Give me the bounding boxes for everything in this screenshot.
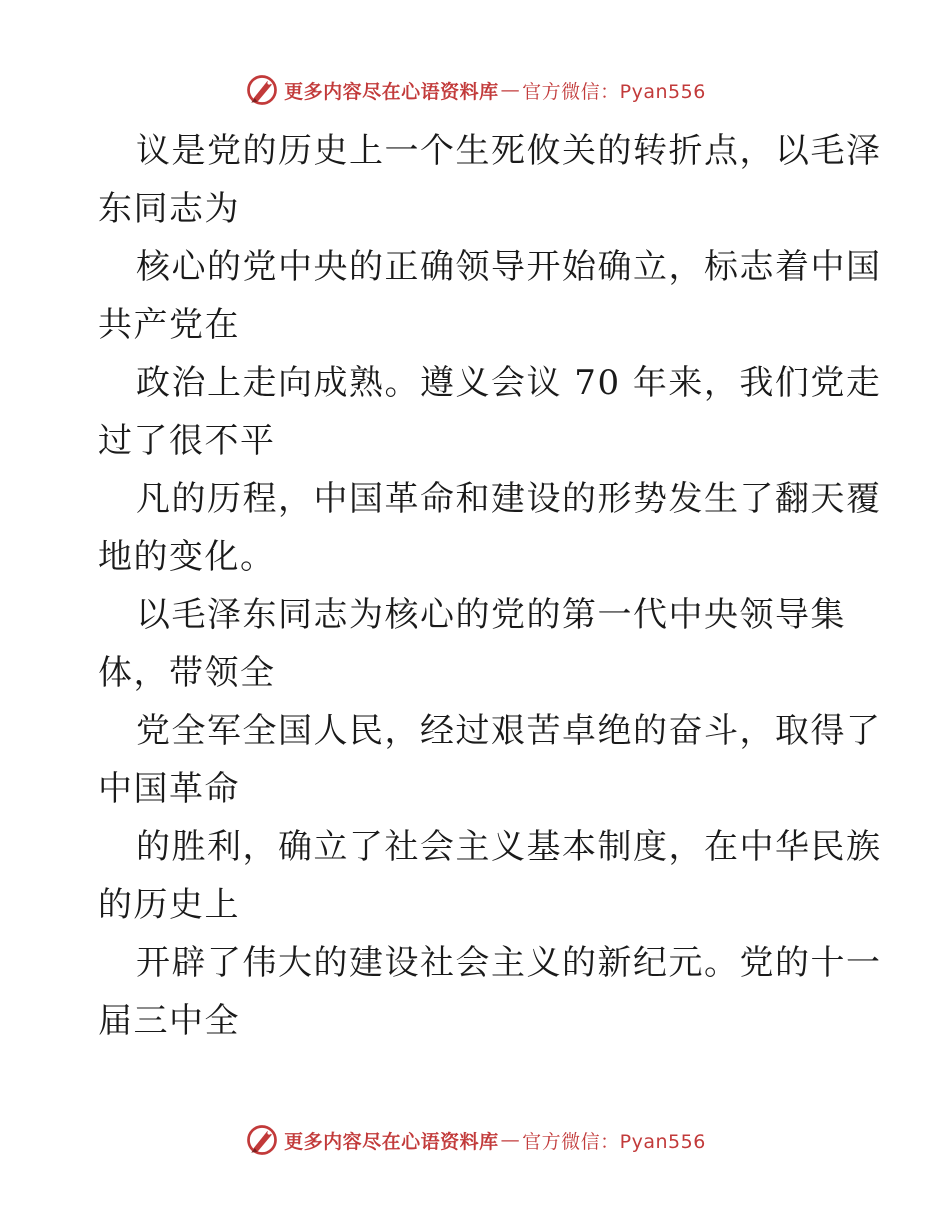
header-watermark — [0, 70, 950, 110]
text-line: 共产党在 — [98, 305, 240, 345]
text-line: 政治上走向成熟。遵义会议 70 年来，我们党走 — [136, 363, 882, 403]
separator-dash: — — [500, 1129, 521, 1151]
text-line: 核心的党中央的正确领导开始确立，标志着中国 — [136, 247, 882, 287]
text-line: 党全军全国人民，经过艰苦卓绝的奋斗，取得了 — [136, 711, 882, 751]
text-line: 届三中全 — [98, 1001, 240, 1041]
document-body — [98, 122, 882, 1050]
text-line: 的历史上 — [98, 885, 240, 925]
text-line: 以毛泽东同志为核心的党的第一代中央领导集 — [136, 595, 846, 635]
brand-text: 更多内容尽在心语资料库 — [284, 1130, 499, 1153]
text-line: 过了很不平 — [98, 421, 276, 461]
text-line: 中国革命 — [98, 769, 240, 809]
separator-dash: — — [500, 79, 521, 101]
text-line: 东同志为 — [98, 189, 240, 229]
logo-icon — [244, 1122, 280, 1158]
text-line: 的胜利，确立了社会主义基本制度，在中华民族 — [136, 827, 882, 867]
text-line: 开辟了伟大的建设社会主义的新纪元。党的十一 — [136, 943, 882, 983]
brand-text: 更多内容尽在心语资料库 — [284, 80, 499, 103]
text-line: 议是党的历史上一个生死攸关的转折点，以毛泽 — [136, 131, 882, 171]
text-line: 体，带领全 — [98, 653, 276, 693]
wechat-text: 官方微信：Pyan556 — [522, 1130, 706, 1153]
footer-watermark — [0, 1120, 950, 1160]
text-line: 地的变化。 — [98, 537, 276, 577]
text-line: 凡的历程，中国革命和建设的形势发生了翻天覆 — [136, 479, 882, 519]
wechat-text: 官方微信：Pyan556 — [522, 80, 706, 103]
logo-icon — [244, 72, 280, 108]
